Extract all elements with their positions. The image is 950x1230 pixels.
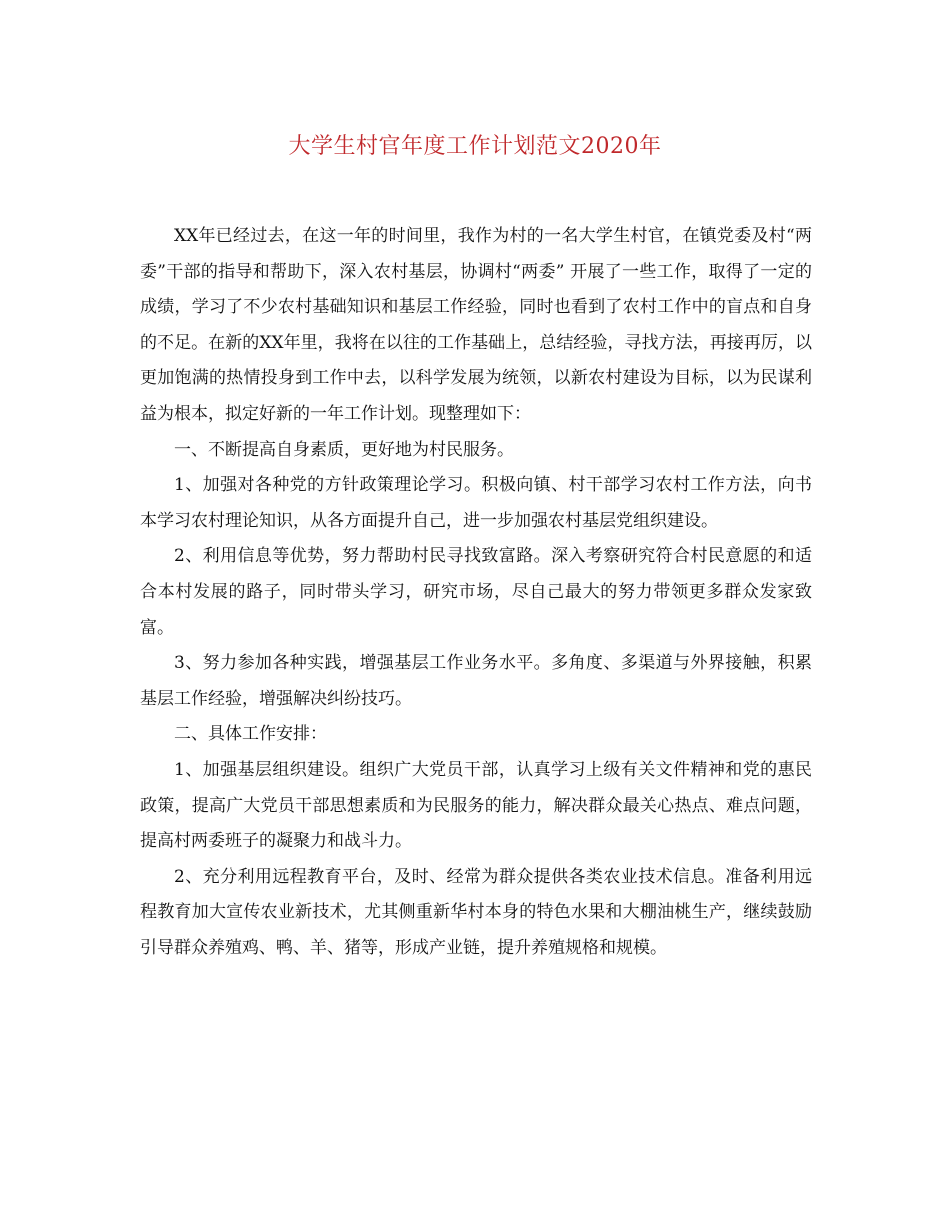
document-title: 大学生村官年度工作计划范文2020年 [288,134,662,159]
paragraph-item: 1、加强对各种党的方针政策理论学习。积极向镇、村干部学习农村工作方法，向书本学习农村理论知识，从各方面提升自己，进一步加强农村基层党组织建设。 [140,475,812,531]
paragraph-intro: XX年已经过去，在这一年的时间里，我作为村的一名大学生村官，在镇党委及村“两委”干部的指导和帮助下，深入农村基层，协调村“两委” 开展了一些工作，取得了一定的成绩，学习了不少农村基础知识和基层工作经验，同时也看到了农村工作中的盲点和自身的不足。在新的XX年里，我将在以往的工作基础上，总结经验，寻找方法，再接再厉，以更加饱满的热情投身到工作中去，以科学发展为统领，以新农村建设为目标，以为民谋利益为根本，拟定好新的一年工作计划。现整理如下： [140,226,812,424]
section-heading-1: 一、不断提高自身素质，更好地为村民服务。 [174,439,514,460]
paragraph-item: 3、努力参加各种实践，增强基层工作业务水平。多角度、多渠道与外界接触，积累基层工作经验，增强解决纠纷技巧。 [140,653,812,709]
paragraph-item: 2、充分利用远程教育平台，及时、经常为群众提供各类农业技术信息。准备利用远程教育加大宣传农业新技术，尤其侧重新华村本身的特色水果和大棚油桃生产，继续鼓励引导群众养殖鸡、鸭、羊、猪等，形成产业链，提升养殖规格和规模。 [140,866,812,958]
paragraph-item: 1、加强基层组织建设。组织广大党员干部，认真学习上级有关文件精神和党的惠民政策，提高广大党员干部思想素质和为民服务的能力，解决群众最关心热点、难点问题，提高村两委班子的凝聚力和战斗力。 [140,759,812,852]
paragraph-item: 2、利用信息等优势，努力帮助村民寻找致富路。深入考察研究符合村民意愿的和适合本村发展的路子，同时带头学习，研究市场，尽自己最大的努力带领更多群众发家致富。 [140,546,812,638]
section-heading-2: 二、具体工作安排： [174,724,327,745]
document-body [140,219,812,966]
